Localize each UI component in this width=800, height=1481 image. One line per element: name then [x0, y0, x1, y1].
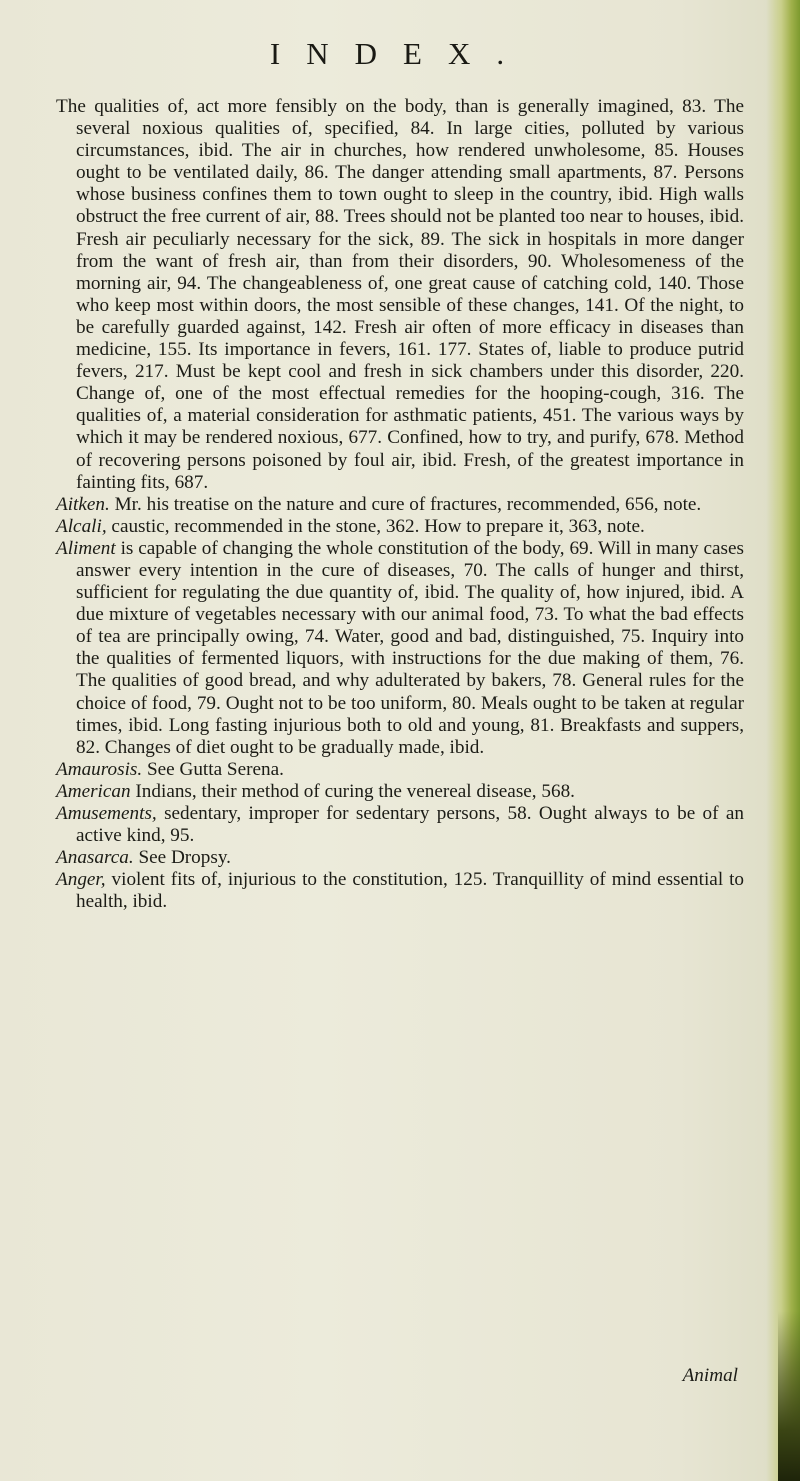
entry-text: Mr. his treatise on the nature and cure of fractures, recommended, 656, note. [114, 493, 702, 515]
entry-text: sedentary, improper for sedentary persons, 58. Ought always to be of an active kind, 95. [76, 803, 745, 847]
page-edge-stain [766, 0, 800, 1481]
page-corner-shadow [778, 1311, 800, 1481]
index-entry [56, 759, 744, 781]
index-entry [56, 516, 744, 538]
index-entry [56, 781, 744, 803]
entry-headword: American [56, 780, 131, 802]
index-entries [56, 96, 744, 913]
index-entry [56, 803, 744, 847]
index-entry [56, 96, 744, 494]
entry-text: The qualities of, act more fensibly on the body, than is generally imagined, 83. The several noxious qualities of, specified, 84. In large cities, polluted by various circumstances, ibid. The air in churches, how rendered unwholesome, 85. Houses ought to be ventilated daily, 86. The danger attending small apartments, 87. Persons whose business confines them to town ought to sleep in the country, ibid. High walls obstruct the free current of air, 88. Trees should not be planted too near to houses, ibid. Fresh air peculiarly necessary for the sick, 89. The sick in hospitals in more danger from the want of fresh air, than from their disorders, 90. Wholesomeness of the morning air, 94. The changeableness of, one great cause of catching cold, 140. Those who keep most within doors, the most sensible of these changes, 141. Of the night, to be carefully guarded against, 142. Fresh air often of more efficacy in diseases than medicine, 155. Its importance in fevers, 161. 177. States of, liable to produce putrid fevers, 217. Must be kept cool and fresh in sick chambers under this disorder, 220. Change of, one of the most effectual remedies for the hooping-cough, 316. The qualities of, a material consideration for asthmatic patients, 451. The various ways by which it may be rendered noxious, 677. Confined, how to try, and purify, 678. Method of recovering persons poisoned by foul air, ibid. Fresh, of the greatest importance in fainting fits, 687. [56, 96, 744, 493]
catchword: Animal [682, 1365, 738, 1386]
entry-headword: Aitken. [56, 493, 110, 515]
entry-text: is capable of changing the whole constitution of the body, 69. Will in many cases answer every intention in the cure of diseases, 70. The calls of hunger and thirst, sufficient for regulating the due quantity of, ibid. The quality of, how injured, ibid. A due mixture of vegetables necessary with our animal food, 73. To what the bad effects of tea are principally owing, 74. Water, good and bad, distinguished, 75. Inquiry into the qualities of fermented liquors, with instructions for the due making of them, 76. The qualities of good bread, and why adulterated by bakers, 78. General rules for the choice of food, 79. Ought not to be too uniform, 80. Meals ought to be taken at regular times, ibid. Long fasting injurious both to old and young, 81. Breakfasts and suppers, 82. Changes of diet ought to be gradually made, ibid. [76, 537, 744, 758]
page-header: INDEX. [269, 36, 531, 71]
index-entry [56, 847, 744, 869]
index-entry [56, 538, 744, 759]
entry-headword: Anasarca. [56, 847, 134, 869]
entry-headword: Alcali, [56, 515, 107, 537]
index-entry [56, 869, 744, 913]
entry-text: violent fits of, injurious to the constitution, 125. Tranquillity of mind essential to health, ibid. [76, 869, 745, 913]
entry-headword: Anger, [56, 869, 106, 891]
entry-headword: Aliment [56, 537, 116, 559]
entry-text: Indians, their method of curing the venereal disease, 568. [135, 780, 575, 802]
index-entry [56, 494, 744, 516]
entry-text: caustic, recommended in the stone, 362. How to prepare it, 363, note. [111, 515, 645, 537]
entry-text: See Dropsy. [138, 847, 231, 869]
entry-headword: Amusements, [56, 803, 157, 824]
entry-text: See Gutta Serena. [146, 758, 284, 780]
entry-headword: Amaurosis. [56, 758, 143, 780]
